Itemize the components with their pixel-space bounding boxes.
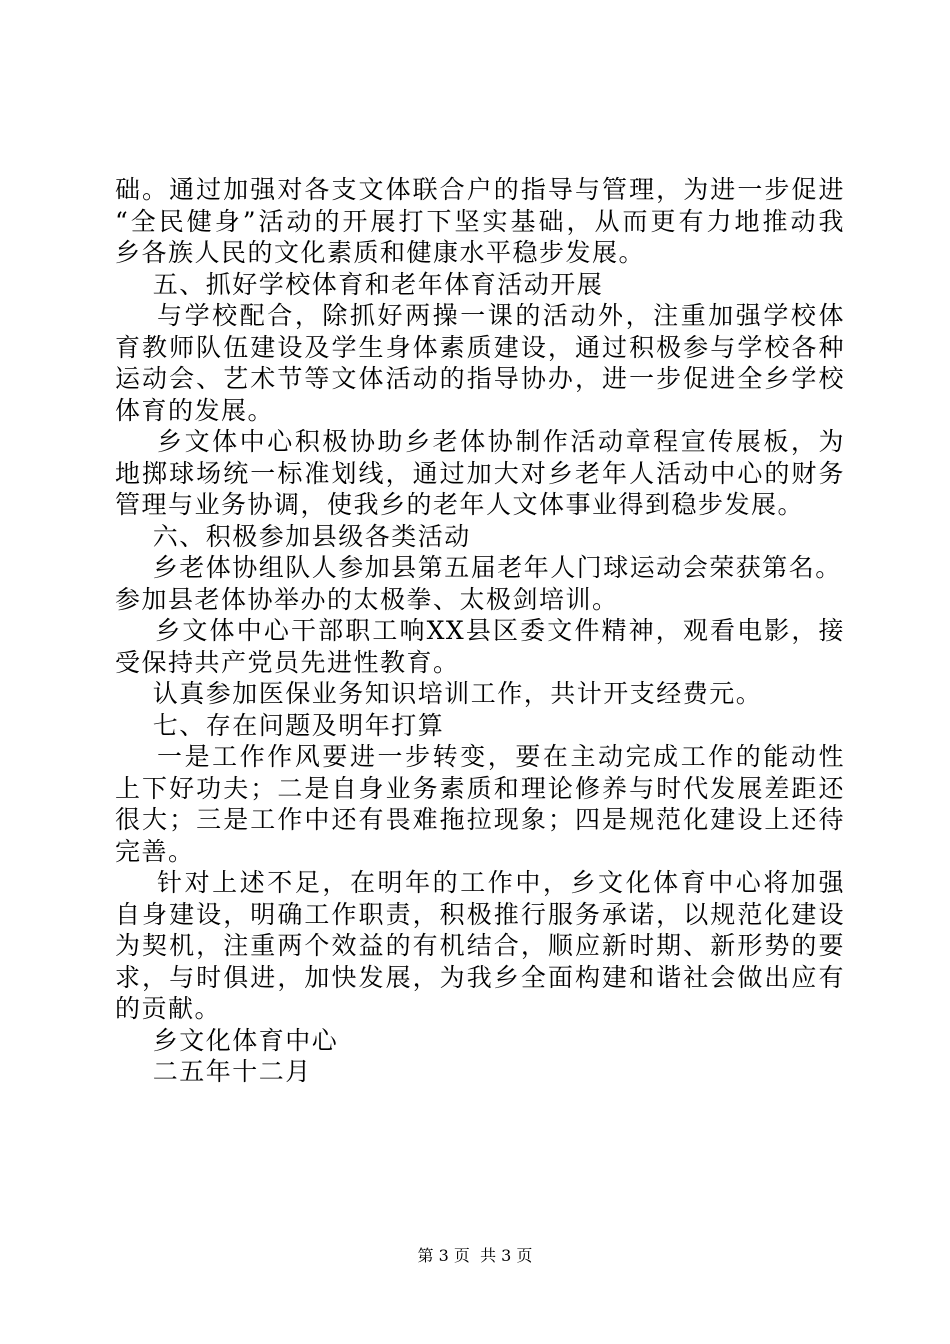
paragraph-line: 乡文体中心干部职工响XX县区委文件精神，观看电影，接 xyxy=(115,616,845,645)
page-footer: 第 3 页 共 3 页 xyxy=(417,1246,533,1265)
paragraph-line: 认真参加医保业务知识培训工作，共计开支经费元。 xyxy=(115,679,763,708)
paragraph-line: 育教师队伍建设及学生身体素质建设，通过积极参与学校各种 xyxy=(115,332,845,362)
paragraph-line: 上下好功夫；二是自身业务素质和理论修养与时代发展差距还 xyxy=(115,773,845,803)
paragraph-line: 很大；三是工作中还有畏难拖拉现象；四是规范化建设上还待 xyxy=(115,805,845,834)
paragraph-line: 乡老体协组队人参加县第五届老年人门球运动会荣获第名。 xyxy=(115,553,842,582)
paragraph-line: 管理与业务协调，使我乡的老年人文体事业得到稳步发展。 xyxy=(115,490,805,519)
paragraph-line: 的贡献。 xyxy=(115,994,222,1023)
paragraph-line: 受保持共产党员先进性教育。 xyxy=(115,647,460,677)
paragraph-line: 地掷球场统一标准划线，通过加大对乡老年人活动中心的财务 xyxy=(115,458,845,488)
paragraph-line: 乡各族人民的文化素质和健康水平稳步发展。 xyxy=(115,238,646,267)
paragraph-line: 为契机，注重两个效益的有机结合，顺应新时期、新形势的要 xyxy=(115,931,845,960)
paragraph-line: 体育的发展。 xyxy=(115,395,275,425)
paragraph-line: 乡文化体育中心 xyxy=(115,1025,339,1055)
paragraph-line: 运动会、艺术节等文体活动的指导协办，进一步促进全乡学校 xyxy=(115,364,845,393)
paragraph-line: “全民健身”活动的开展打下坚实基础，从而更有力地推动我 xyxy=(115,206,845,236)
paragraph-line: 针对上述不足，在明年的工作中，乡文化体育中心将加强 xyxy=(115,868,845,897)
paragraph-line: 一是工作作风要进一步转变，要在主动完成工作的能动性 xyxy=(115,742,845,771)
paragraph-line: 与学校配合，除抓好两操一课的活动外，注重加强学校体 xyxy=(115,301,845,330)
paragraph-line: 参加县老体协举办的太极拳、太极剑培训。 xyxy=(115,584,619,614)
document-body xyxy=(115,174,845,1088)
paragraph-line: 二五年十二月 xyxy=(115,1057,312,1086)
paragraph-line: 七、存在问题及明年打算 xyxy=(115,710,445,740)
paragraph-line: 乡文体中心积极协助乡老体协制作活动章程宣传展板，为 xyxy=(115,427,845,456)
paragraph-line: 六、积极参加县级各类活动 xyxy=(115,521,471,551)
paragraph-line: 求，与时俱进，加快发展，为我乡全面构建和谐社会做出应有 xyxy=(115,962,845,992)
paragraph-line: 完善。 xyxy=(115,836,195,866)
paragraph-line: 五、抓好学校体育和老年体育活动开展 xyxy=(115,269,604,299)
paragraph-line: 自身建设，明确工作职责，积极推行服务承诺，以规范化建设 xyxy=(115,899,845,929)
paragraph-line: 础。通过加强对各支文体联合户的指导与管理，为进一步促进 xyxy=(115,175,845,204)
